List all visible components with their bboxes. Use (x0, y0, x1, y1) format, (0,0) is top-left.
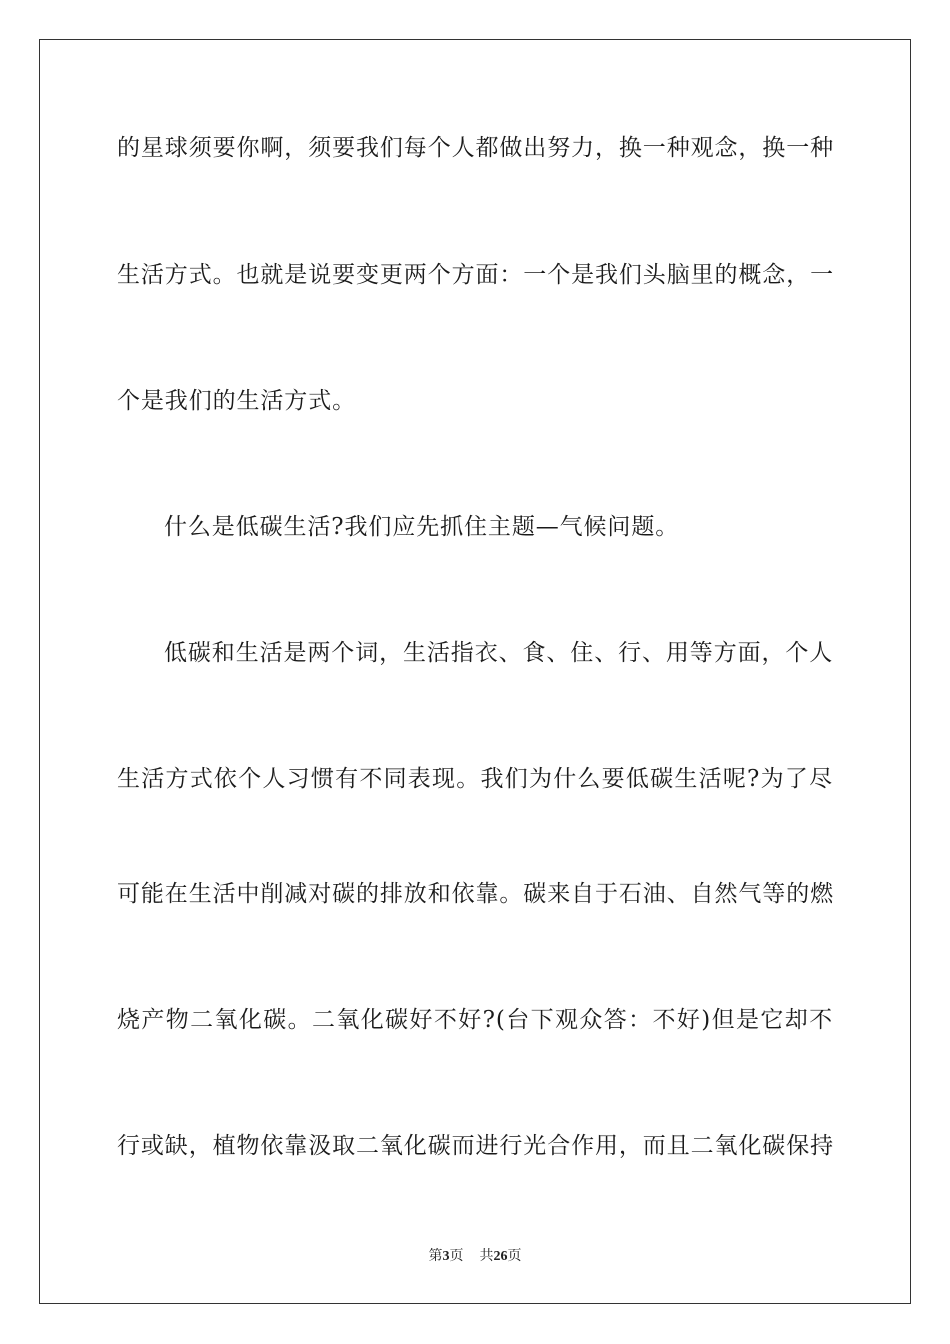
total-suffix: 页 (507, 1248, 522, 1264)
body-text-line: 可能在生活中削减对碳的排放和依靠。碳来自于石油、自然气等的燃 (117, 881, 834, 907)
body-text-line: 行或缺，植物依靠汲取二氧化碳而进行光合作用，而且二氧化碳保持 (117, 1133, 834, 1159)
body-text-line: 什么是低碳生活?我们应先抓住主题—气候问题。 (164, 514, 680, 540)
body-text-line: 低碳和生活是两个词，生活指衣、食、住、行、用等方面，个人 (164, 640, 834, 666)
total-prefix: 共 (479, 1248, 494, 1264)
total-pages: 26 (493, 1249, 508, 1264)
page-border (39, 39, 911, 1304)
body-text-line: 生活方式依个人习惯有不同表现。我们为什么要低碳生活呢?为了尽 (117, 766, 833, 792)
page-prefix: 第 (428, 1248, 443, 1264)
body-text-line: 个是我们的生活方式。 (117, 388, 356, 414)
body-text-line: 的星球须要你啊，须要我们每个人都做出努力，换一种观念，换一种 (117, 135, 834, 161)
page-number: 3 (442, 1249, 450, 1264)
body-text-line: 生活方式。也就是说要变更两个方面：一个是我们头脑里的概念，一 (117, 262, 834, 288)
page-footer (0, 1247, 950, 1266)
page-suffix: 页 (449, 1248, 464, 1264)
body-text-line: 烧产物二氧化碳。二氧化碳好不好?(台下观众答：不好)但是它却不 (117, 1007, 833, 1033)
